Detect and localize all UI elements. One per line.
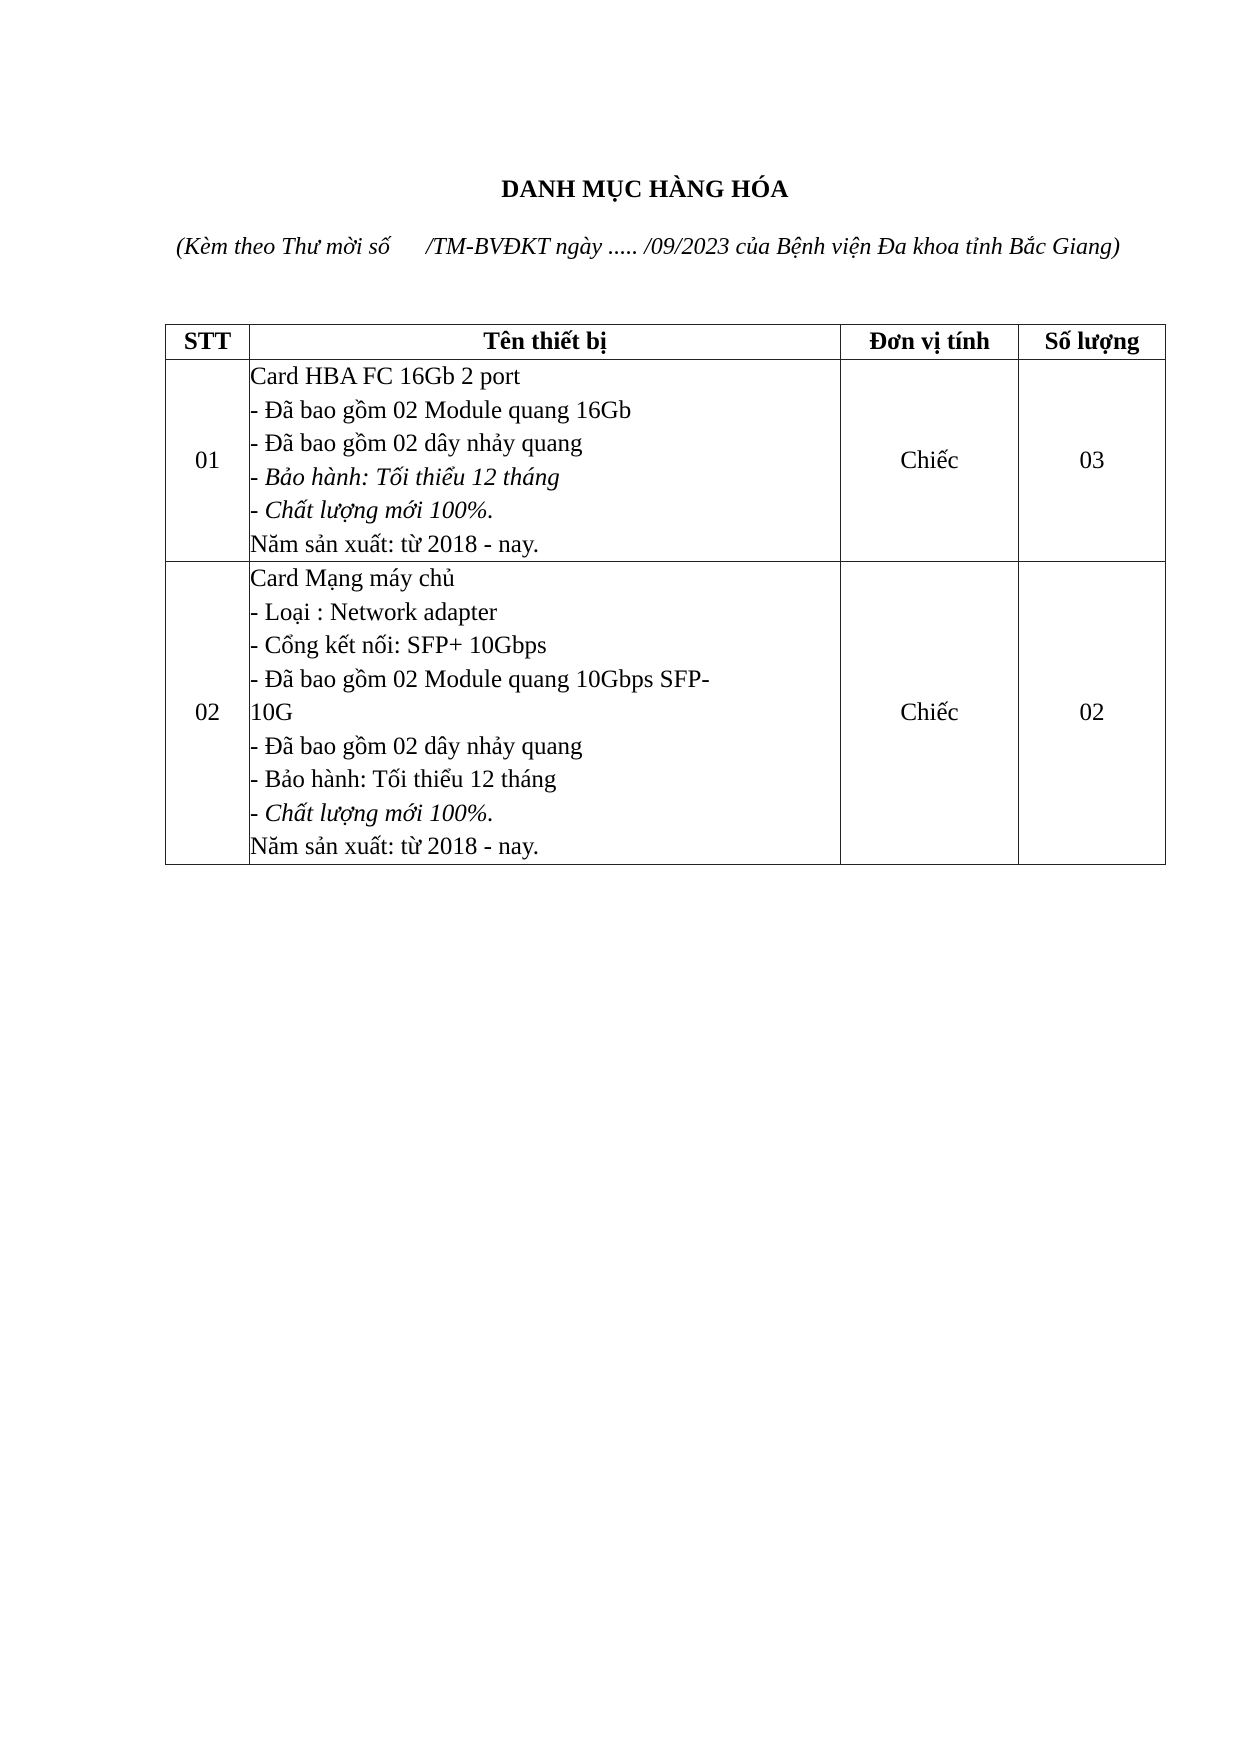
row-description [250,562,841,865]
row-quantity: 02 [1019,562,1166,865]
subtitle-part-2: /TM-BVĐKT ngày ..... /09/2023 của Bệnh viện Đa khoa tỉnh Bắc Giang) [425,234,1121,260]
row-quantity: 03 [1019,360,1166,562]
table-header-row [166,325,1166,360]
row-stt: 01 [166,360,250,562]
description-line: - Đã bao gồm 02 Module quang 10Gbps SFP- [250,665,710,693]
description-line: - Chất lượng mới 100%. [250,799,494,827]
description-line: - Cổng kết nối: SFP+ 10Gbps [250,632,547,659]
description-line: 10G [250,699,294,726]
description-line: Card Mạng máy chủ [250,565,455,592]
description-line: - Chất lượng mới 100%. [250,497,494,524]
description-line: - Loại : Network adapter [250,598,498,626]
description-line: - Đã bao gồm 02 dây nhảy quang [250,430,583,457]
header-unit: Đơn vị tính [841,325,1019,360]
header-device-name: Tên thiết bị [250,325,841,360]
header-quantity: Số lượng [1019,325,1166,360]
description-line: Card HBA FC 16Gb 2 port [250,363,521,390]
subtitle-part-1: (Kèm theo Thư mời số [176,234,390,260]
description-line: Năm sản xuất: từ 2018 - nay. [250,833,539,860]
table-row [166,360,1166,562]
description-line: - Bảo hành: Tối thiểu 12 tháng [250,463,560,491]
description-line: - Đã bao gồm 02 Module quang 16Gb [250,396,632,424]
description-line: Năm sản xuất: từ 2018 - nay. [250,530,539,558]
row-unit: Chiếc [841,360,1019,562]
table-row [166,562,1166,865]
row-stt: 02 [166,562,250,865]
header-stt: STT [166,325,250,360]
document-title: DANH MỤC HÀNG HÓA [501,176,789,203]
row-unit: Chiếc [841,562,1019,865]
goods-table [165,324,1166,865]
description-line: - Đã bao gồm 02 dây nhảy quang [250,732,583,760]
document-subtitle [176,230,1131,264]
description-line: - Bảo hành: Tối thiểu 12 tháng [250,766,557,793]
row-description [250,360,841,562]
